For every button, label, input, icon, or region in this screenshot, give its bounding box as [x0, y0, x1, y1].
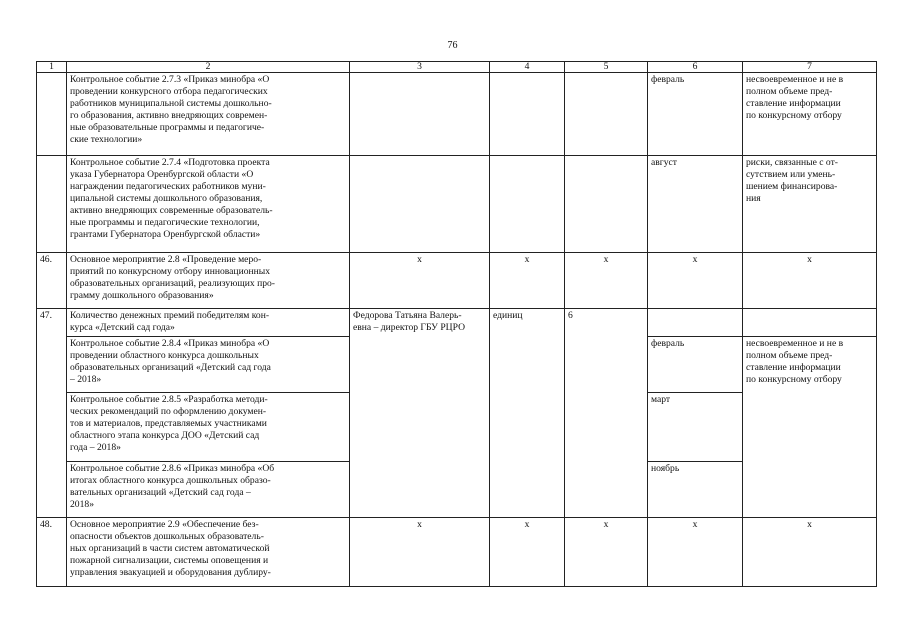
header-cell: 6: [648, 62, 743, 73]
row-number-cell: [37, 156, 67, 253]
event-description: Контрольное событие 2.8.6 «Приказ минобра «Об итогах областного конкурса дошкольных образо- вательных организаций «Детский сад года – 2018»: [67, 462, 350, 518]
event-description: Основное мероприятие 2.9 «Обеспечение без- опасности объектов дошкольных образователь- ных организаций в части систем автоматической пожарной сигнализации, системы оповещения и управления эвакуацией и оборудования дублиру-: [67, 518, 350, 587]
event-description: Основное мероприятие 2.8 «Проведение меро- приятий по конкурсному отбору инновационных образовательных организаций, реализующих про- грамму дошкольного образования»: [67, 253, 350, 309]
row-number-cell: 46.: [37, 253, 67, 309]
event-description: Контрольное событие 2.7.4 «Подготовка проекта указа Губернатора Оренбургской области «О награждении педагогических работников муни- ципальной системы дошкольного образования, активно внедряющих современные образователь- ные программы и педагогические технологии, грантами Губернатора Оренбургской области»: [67, 156, 350, 253]
page-number: 76: [447, 40, 458, 51]
responsible-cell: [350, 156, 490, 253]
header-row: [37, 62, 877, 73]
unit-cell: х: [490, 518, 565, 587]
deadline-cell: август: [648, 156, 743, 253]
table-row: [37, 73, 877, 156]
row-number-cell: [37, 73, 67, 156]
row-number-cell: 47.: [37, 309, 67, 518]
deadline-cell: март: [648, 393, 743, 462]
risk-cell: х: [743, 253, 877, 309]
deadline-cell: х: [648, 253, 743, 309]
event-description: Количество денежных премий победителям кон- курса «Детский сад года»: [67, 309, 350, 337]
event-description: Контрольное событие 2.8.4 «Приказ минобра «О проведении областного конкурса дошкольных образовательных организаций «Детский сад года – 2018»: [67, 337, 350, 393]
header-cell: 2: [67, 62, 350, 73]
row-number-cell: 48.: [37, 518, 67, 587]
table-row: [37, 156, 877, 253]
table-row: [37, 309, 877, 337]
value-cell: х: [565, 518, 648, 587]
deadline-cell: х: [648, 518, 743, 587]
risk-cell: несвоевременное и не в полном объеме пред- ставление информации по конкурсному отбору: [743, 337, 877, 518]
responsible-cell: х: [350, 253, 490, 309]
risk-cell: несвоевременное и не в полном объеме пред- ставление информации по конкурсному отбору: [743, 73, 877, 156]
value-cell: 6: [565, 309, 648, 518]
risk-cell: х: [743, 518, 877, 587]
responsible-cell: [350, 73, 490, 156]
unit-cell: [490, 156, 565, 253]
plan-table: [36, 61, 877, 587]
deadline-cell: [648, 309, 743, 337]
table-row: [37, 253, 877, 309]
header-cell: 7: [743, 62, 877, 73]
unit-cell: единиц: [490, 309, 565, 518]
deadline-cell: февраль: [648, 73, 743, 156]
responsible-cell: х: [350, 518, 490, 587]
value-cell: [565, 156, 648, 253]
event-description: Контрольное событие 2.8.5 «Разработка методи- ческих рекомендаций по оформлению докумен- тов и материалов, представляемых участниками областного этапа конкурса ДОО «Детский сад года – 2018»: [67, 393, 350, 462]
unit-cell: х: [490, 253, 565, 309]
header-cell: 5: [565, 62, 648, 73]
event-description: Контрольное событие 2.7.3 «Приказ минобра «О проведении конкурсного отбора педагогических работников муниципальной системы дошкольно- го образования, активно внедряющих современ- ные образовательные программы и педагогиче- ские технологии»: [67, 73, 350, 156]
value-cell: х: [565, 253, 648, 309]
responsible-cell: Федорова Татьяна Валерь- евна – директор ГБУ РЦРО: [350, 309, 490, 518]
header-cell: 1: [37, 62, 67, 73]
risk-cell: [743, 309, 877, 337]
table-row: [37, 518, 877, 587]
unit-cell: [490, 73, 565, 156]
value-cell: [565, 73, 648, 156]
deadline-cell: ноябрь: [648, 462, 743, 518]
header-cell: 3: [350, 62, 490, 73]
risk-cell: риски, связанные с от- сутствием или умень- шением финансирова- ния: [743, 156, 877, 253]
header-cell: 4: [490, 62, 565, 73]
deadline-cell: февраль: [648, 337, 743, 393]
